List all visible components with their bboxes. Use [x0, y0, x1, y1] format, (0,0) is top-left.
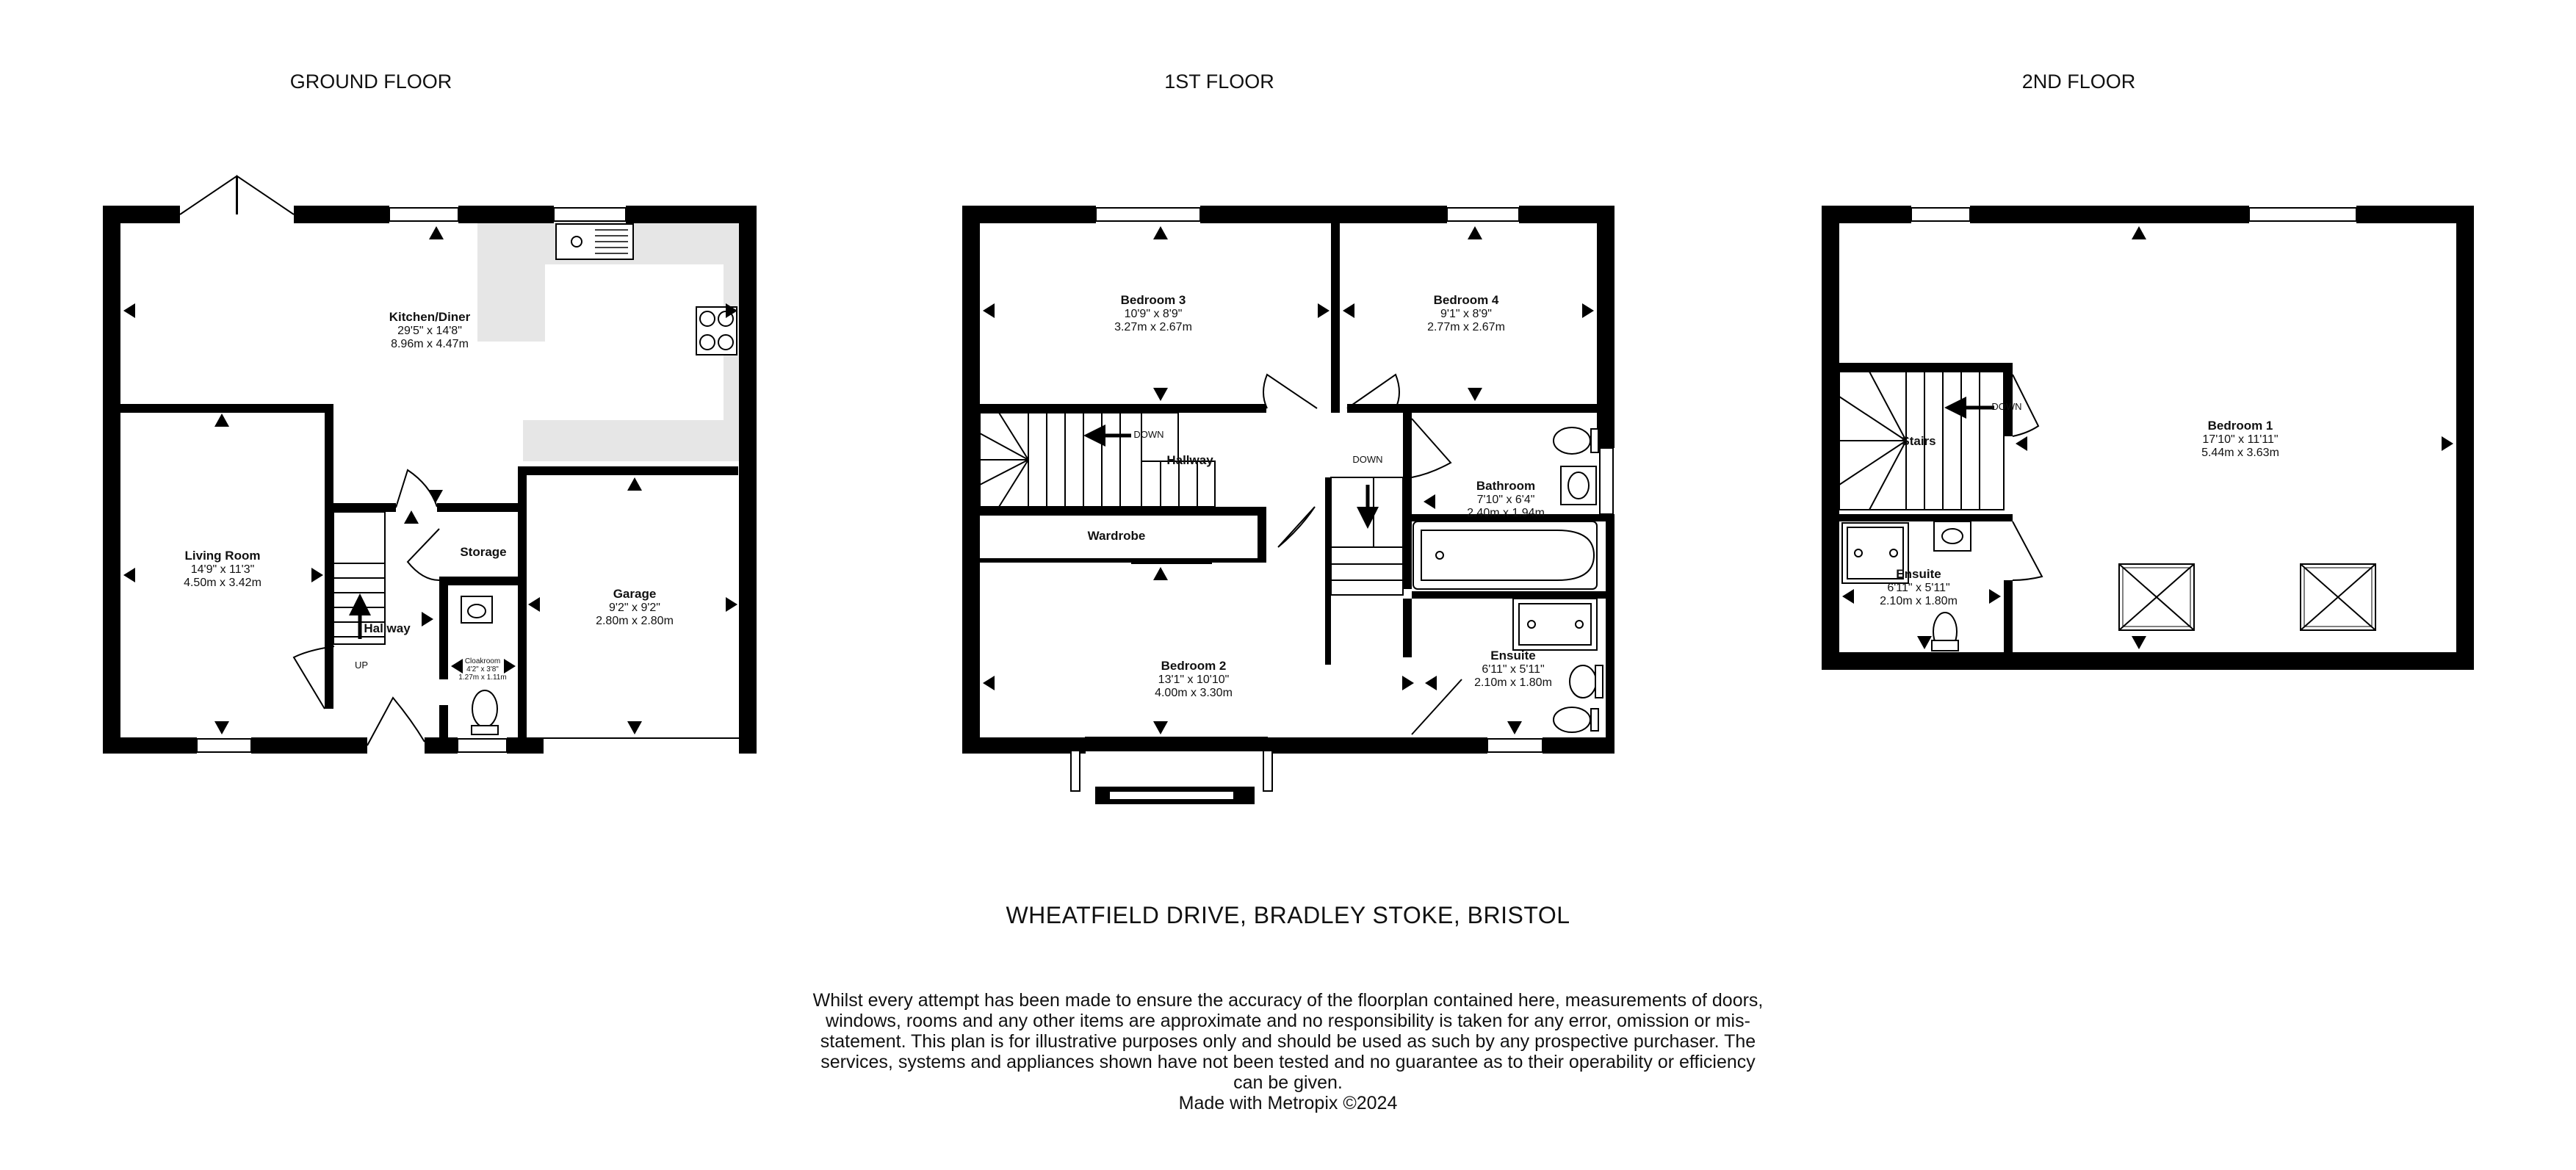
- french-doors-icon: [180, 176, 294, 214]
- garage-dim-metric: 2.80m x 2.80m: [596, 615, 674, 627]
- bedroom-4-dim-metric: 2.77m x 2.67m: [1427, 321, 1505, 333]
- cloakroom-dim-imperial: 4'2" x 3'8": [466, 665, 499, 674]
- bathroom-dim-imperial: 7'10" x 6'4": [1476, 494, 1535, 506]
- kitchen-diner-dim-metric: 8.96m x 4.47m: [391, 338, 469, 350]
- disclaimer-block: [808, 990, 1768, 1113]
- bedroom-2-dim-imperial: 13'1" x 10'10": [1158, 674, 1230, 686]
- second-ensuite-dim-metric: 2.10m x 1.80m: [1880, 595, 1958, 607]
- property-address: WHEATFIELD DRIVE, BRADLEY STOKE, BRISTOL: [1006, 902, 1570, 928]
- ensuite-toilet-icon: [1554, 707, 1598, 732]
- kitchen-diner-name: Kitchen/Diner: [389, 310, 471, 324]
- ground-floor-title: GROUND FLOOR: [289, 71, 452, 93]
- ground-hallway-name: Hallway: [364, 621, 411, 635]
- garage-dim-imperial: 9'2" x 9'2": [609, 602, 660, 614]
- bathroom-dim-metric: 2.40m x 1.94m: [1467, 507, 1545, 519]
- ground-floor-walls: [103, 206, 757, 754]
- second-ensuite-toilet-icon: [1932, 613, 1958, 651]
- bedroom-2-dim-metric: 4.00m x 3.30m: [1155, 687, 1233, 699]
- second-floor: [1822, 71, 2474, 670]
- first-ensuite-dim-imperial: 6'11" x 5'11": [1482, 663, 1545, 676]
- bathroom-name: Bathroom: [1476, 479, 1536, 493]
- first-floor-title: 1ST FLOOR: [1164, 71, 1274, 93]
- bathroom-toilet-icon: [1554, 427, 1598, 454]
- living-room-dim-imperial: 14'9" x 11'3": [190, 563, 255, 576]
- storage-door-swing: [408, 529, 439, 580]
- bathroom-basin-icon: [1561, 466, 1596, 505]
- bedroom-1-dim-imperial: 17'10" x 11'11": [2202, 433, 2279, 446]
- wardrobe-name: Wardrobe: [1087, 529, 1146, 543]
- disclaimer-text: Whilst every attempt has been made to ensure the accuracy of the floorplan contained here, measurements of doors, windows, rooms and any other items are approximate and no responsibility is taken for any error, omission or mis-statement. This plan is for illustrative purposes only and should be used as such by any prospective purchaser. The services, systems and appliances shown have not been tested and no guarantee as to their operability or efficiency can be given.: [812, 990, 1764, 1093]
- bedroom-4-name: Bedroom 4: [1433, 293, 1499, 307]
- ensuite-basin-icon: [1570, 665, 1603, 698]
- skylight-icon: [2119, 564, 2194, 630]
- bedroom-1-dim-metric: 5.44m x 3.63m: [2201, 447, 2279, 459]
- first-hallway-name: Hallway: [1166, 453, 1213, 467]
- kitchen-sink-icon: [556, 224, 633, 259]
- second-down-label: DOWN: [1991, 401, 2022, 412]
- ground-floor: [103, 71, 757, 754]
- second-ensuite-basin-icon: [1934, 521, 1971, 551]
- bedroom-3-name: Bedroom 3: [1120, 293, 1186, 307]
- ground-floor-dimension-arrows: [123, 226, 737, 734]
- ensuite-shower-icon: [1513, 599, 1597, 650]
- second-floor-title: 2ND FLOOR: [2021, 71, 2136, 93]
- landing-down-label: DOWN: [1352, 454, 1383, 465]
- cloakroom-basin-icon: [461, 596, 492, 623]
- storage-name: Storage: [460, 545, 507, 559]
- cloakroom-toilet-icon: [472, 690, 498, 734]
- second-ensuite-dim-imperial: 6'11" x 5'11": [1887, 582, 1950, 594]
- stairs-name: Stairs: [1901, 434, 1936, 448]
- first-floor: [962, 71, 1614, 804]
- cloakroom-name: Cloakroom: [464, 657, 501, 665]
- living-room-dim-metric: 4.50m x 3.42m: [184, 577, 261, 589]
- first-ensuite-name: Ensuite: [1490, 649, 1536, 662]
- bath-icon: [1413, 521, 1597, 589]
- kitchen-diner-dim-imperial: 29'5" x 14'8": [397, 325, 462, 337]
- bedroom-3-dim-metric: 3.27m x 2.67m: [1114, 321, 1192, 333]
- cloakroom-dim-metric: 1.27m x 1.11m: [458, 674, 507, 682]
- first-ensuite-dim-metric: 2.10m x 1.80m: [1474, 676, 1552, 689]
- second-ensuite-name: Ensuite: [1896, 567, 1941, 581]
- skylight-icon: [2301, 564, 2375, 630]
- garage-name: Garage: [613, 587, 657, 601]
- bedroom-2-name: Bedroom 2: [1161, 659, 1227, 673]
- metropix-credit: Made with Metropix ©2024: [1178, 1093, 1398, 1113]
- bedroom-4-dim-imperial: 9'1" x 8'9": [1440, 308, 1492, 320]
- up-label: UP: [354, 660, 369, 671]
- bedroom-1-name: Bedroom 1: [2207, 419, 2273, 433]
- bedroom-3-dim-imperial: 10'9" x 8'9": [1124, 308, 1183, 320]
- ground-floor-windows: [197, 208, 626, 752]
- first-stairs-down-label: DOWN: [1133, 429, 1164, 440]
- living-room-name: Living Room: [184, 549, 261, 563]
- bay-window-icon: [1071, 737, 1272, 804]
- storage-door-icon: [396, 470, 437, 508]
